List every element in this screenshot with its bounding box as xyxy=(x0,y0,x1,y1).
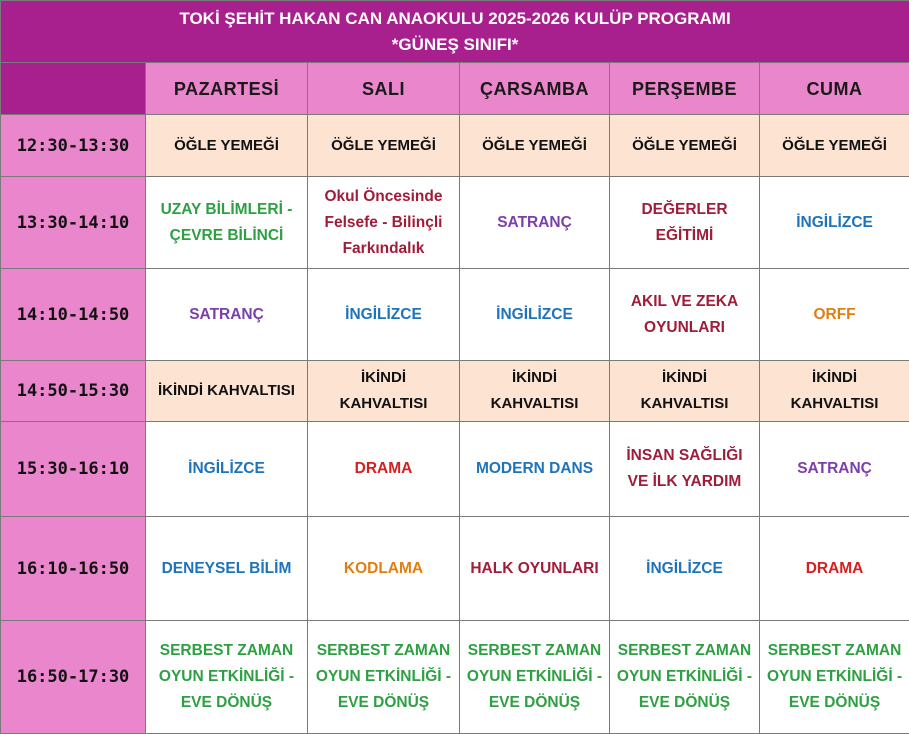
cell-text-line: İKİNDİ xyxy=(764,365,905,391)
cell-text-line: KAHVALTISI xyxy=(312,391,455,417)
meal-cell xyxy=(308,115,460,177)
schedule-row xyxy=(1,361,909,422)
cell-text-line: ÖĞLE YEMEĞİ xyxy=(150,133,303,159)
meal-cell xyxy=(146,361,308,422)
cell-text-line: İNGİLİZCE xyxy=(614,556,755,582)
meal-cell xyxy=(760,115,909,177)
activity-cell xyxy=(460,269,610,361)
cell-text-line: EVE DÖNÜŞ xyxy=(464,690,605,716)
activity-cell xyxy=(760,517,909,621)
cell-text-line: ÖĞLE YEMEĞİ xyxy=(464,133,605,159)
activity-cell xyxy=(308,517,460,621)
cell-text-line: ÖĞLE YEMEĞİ xyxy=(614,133,755,159)
day-header-monday: PAZARTESİ xyxy=(146,63,308,115)
cell-text-line: KODLAMA xyxy=(312,556,455,582)
cell-text-line: EVE DÖNÜŞ xyxy=(312,690,455,716)
cell-text-line: OYUNLARI xyxy=(614,315,755,341)
cell-text-line: SATRANÇ xyxy=(150,302,303,328)
meal-cell xyxy=(610,361,760,422)
cell-text-line: SERBEST ZAMAN xyxy=(150,638,303,664)
page-title xyxy=(1,1,909,63)
activity-cell xyxy=(610,621,760,734)
activity-cell xyxy=(760,621,909,734)
day-header-friday: CUMA xyxy=(760,63,909,115)
cell-text-line: EĞİTİMİ xyxy=(614,223,755,249)
cell-text-line: MODERN DANS xyxy=(464,456,605,482)
time-slot: 13:30-14:10 xyxy=(1,177,146,269)
activity-cell xyxy=(610,177,760,269)
activity-cell xyxy=(760,177,909,269)
time-slot: 14:50-15:30 xyxy=(1,361,146,422)
activity-cell xyxy=(308,621,460,734)
corner-cell xyxy=(1,63,146,115)
activity-cell xyxy=(760,422,909,517)
cell-text-line: SERBEST ZAMAN xyxy=(464,638,605,664)
cell-text-line: DRAMA xyxy=(312,456,455,482)
cell-text-line: DRAMA xyxy=(764,556,905,582)
cell-text-line: İKİNDİ KAHVALTISI xyxy=(150,378,303,404)
schedule-row xyxy=(1,115,909,177)
schedule-row xyxy=(1,177,909,269)
cell-text-line: İNGİLİZCE xyxy=(464,302,605,328)
cell-text-line: EVE DÖNÜŞ xyxy=(150,690,303,716)
cell-text-line: KAHVALTISI xyxy=(464,391,605,417)
activity-cell xyxy=(146,517,308,621)
cell-text-line: OYUN ETKİNLİĞİ - xyxy=(312,664,455,690)
day-header-tuesday: SALI xyxy=(308,63,460,115)
title-line-1: TOKİ ŞEHİT HAKAN CAN ANAOKULU 2025-2026 KULÜP PROGRAMI xyxy=(5,6,905,32)
cell-text-line: OYUN ETKİNLİĞİ - xyxy=(150,664,303,690)
cell-text-line: DENEYSEL BİLİM xyxy=(150,556,303,582)
activity-cell xyxy=(146,177,308,269)
day-header-thursday: PERŞEMBE xyxy=(610,63,760,115)
meal-cell xyxy=(308,361,460,422)
activity-cell xyxy=(308,269,460,361)
time-slot: 15:30-16:10 xyxy=(1,422,146,517)
title-row xyxy=(1,1,909,63)
title-line-2: *GÜNEŞ SINIFI* xyxy=(5,32,905,58)
day-header-wednesday: ÇARSAMBA xyxy=(460,63,610,115)
schedule-row xyxy=(1,269,909,361)
cell-text-line: İKİNDİ xyxy=(614,365,755,391)
time-slot: 12:30-13:30 xyxy=(1,115,146,177)
schedule-row xyxy=(1,517,909,621)
meal-cell xyxy=(146,115,308,177)
cell-text-line: DEĞERLER xyxy=(614,197,755,223)
schedule-row xyxy=(1,621,909,734)
cell-text-line: EVE DÖNÜŞ xyxy=(614,690,755,716)
cell-text-line: SERBEST ZAMAN xyxy=(614,638,755,664)
time-slot: 16:50-17:30 xyxy=(1,621,146,734)
activity-cell xyxy=(760,269,909,361)
meal-cell xyxy=(460,361,610,422)
cell-text-line: ÇEVRE BİLİNCİ xyxy=(150,223,303,249)
activity-cell xyxy=(146,621,308,734)
activity-cell xyxy=(460,177,610,269)
activity-cell xyxy=(610,269,760,361)
cell-text-line: İKİNDİ xyxy=(464,365,605,391)
cell-text-line: SERBEST ZAMAN xyxy=(312,638,455,664)
meal-cell xyxy=(760,361,909,422)
activity-cell xyxy=(146,422,308,517)
cell-text-line: OYUN ETKİNLİĞİ - xyxy=(464,664,605,690)
time-slot: 16:10-16:50 xyxy=(1,517,146,621)
cell-text-line: SERBEST ZAMAN xyxy=(764,638,905,664)
cell-text-line: SATRANÇ xyxy=(464,210,605,236)
cell-text-line: ORFF xyxy=(764,302,905,328)
cell-text-line: KAHVALTISI xyxy=(764,391,905,417)
cell-text-line: VE İLK YARDIM xyxy=(614,469,755,495)
activity-cell xyxy=(610,517,760,621)
cell-text-line: OYUN ETKİNLİĞİ - xyxy=(614,664,755,690)
cell-text-line: İNGİLİZCE xyxy=(312,302,455,328)
cell-text-line: EVE DÖNÜŞ xyxy=(764,690,905,716)
cell-text-line: OYUN ETKİNLİĞİ - xyxy=(764,664,905,690)
cell-text-line: KAHVALTISI xyxy=(614,391,755,417)
day-header-row xyxy=(1,63,909,115)
activity-cell xyxy=(610,422,760,517)
cell-text-line: İNSAN SAĞLIĞI xyxy=(614,443,755,469)
meal-cell xyxy=(460,115,610,177)
cell-text-line: SATRANÇ xyxy=(764,456,905,482)
time-slot: 14:10-14:50 xyxy=(1,269,146,361)
cell-text-line: Farkındalık xyxy=(312,236,455,262)
meal-cell xyxy=(610,115,760,177)
cell-text-line: HALK OYUNLARI xyxy=(464,556,605,582)
cell-text-line: ÖĞLE YEMEĞİ xyxy=(764,133,905,159)
activity-cell xyxy=(460,621,610,734)
schedule-row xyxy=(1,422,909,517)
cell-text-line: İNGİLİZCE xyxy=(764,210,905,236)
activity-cell xyxy=(146,269,308,361)
activity-cell xyxy=(308,422,460,517)
activity-cell xyxy=(460,517,610,621)
cell-text-line: İNGİLİZCE xyxy=(150,456,303,482)
activity-cell xyxy=(308,177,460,269)
cell-text-line: Felsefe - Bilinçli xyxy=(312,210,455,236)
cell-text-line: Okul Öncesinde xyxy=(312,184,455,210)
cell-text-line: UZAY BİLİMLERİ - xyxy=(150,197,303,223)
cell-text-line: İKİNDİ xyxy=(312,365,455,391)
cell-text-line: AKIL VE ZEKA xyxy=(614,289,755,315)
cell-text-line: ÖĞLE YEMEĞİ xyxy=(312,133,455,159)
activity-cell xyxy=(460,422,610,517)
